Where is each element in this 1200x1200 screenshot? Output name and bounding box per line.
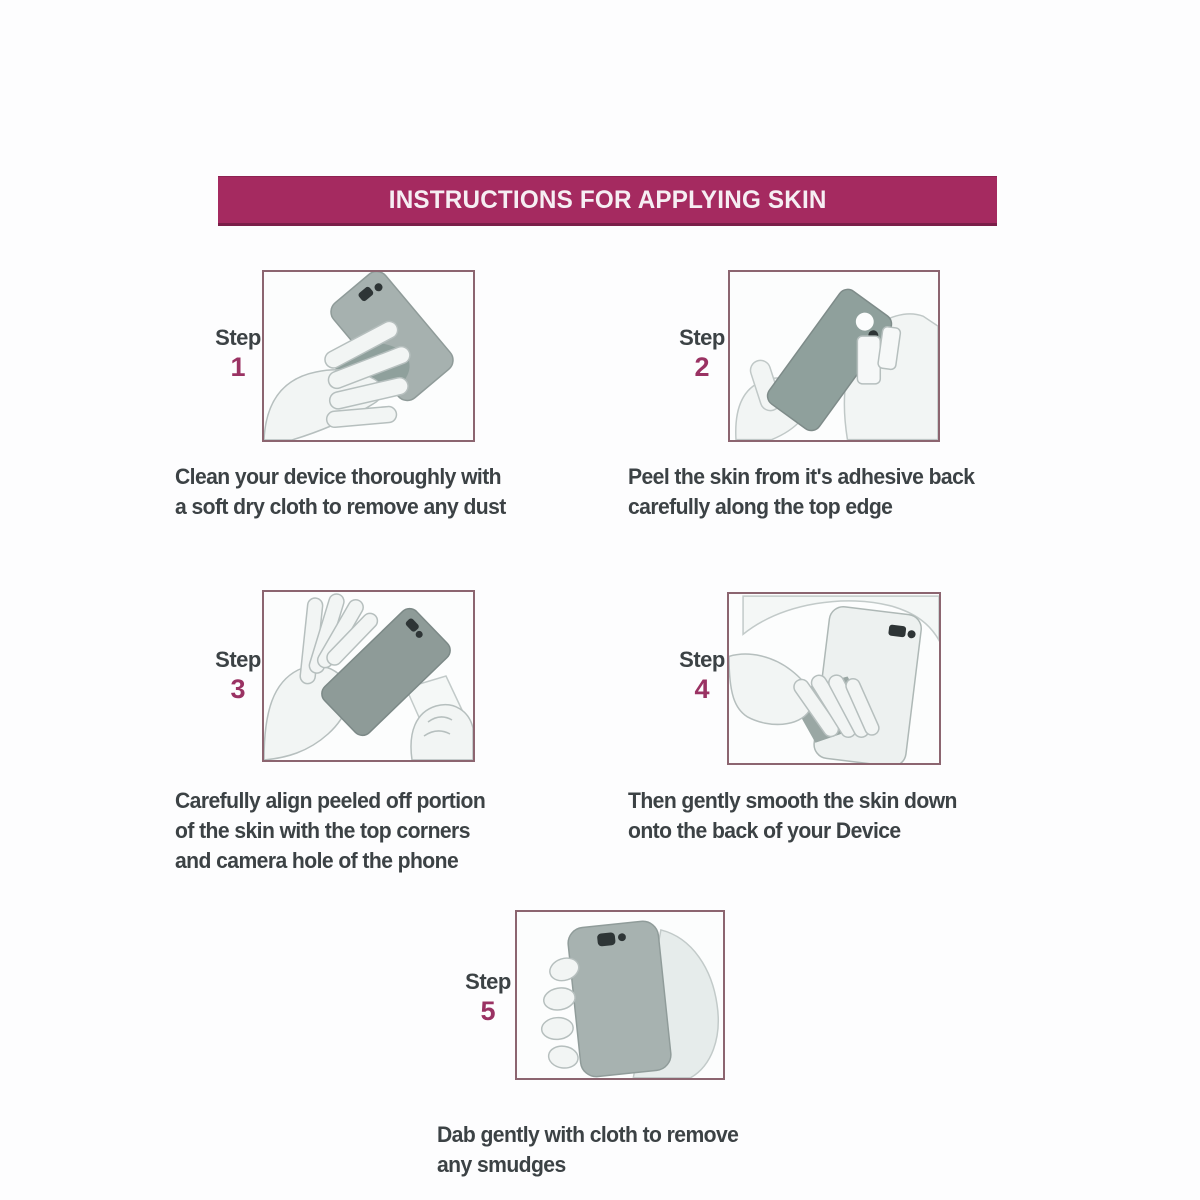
step-number: 4 bbox=[694, 674, 710, 705]
step-word: Step bbox=[215, 325, 261, 350]
camera-lens bbox=[888, 624, 906, 637]
step-word: Step bbox=[679, 325, 725, 350]
wiping-hand bbox=[264, 318, 412, 440]
step-1-caption: Clean your device thoroughly with a soft dry cloth to remove any dust bbox=[175, 464, 506, 519]
step-number: 3 bbox=[230, 674, 246, 705]
step-5-illustration-box bbox=[515, 910, 725, 1080]
step-number: 1 bbox=[230, 352, 246, 383]
step-number: 2 bbox=[694, 352, 710, 383]
step-2-caption: Peel the skin from it's adhesive back carefully along the top edge bbox=[628, 464, 975, 519]
hands-aligning-skin-illustration bbox=[264, 592, 473, 760]
step-3-caption: Carefully align peeled off portion of the skin with the top corners and camera hole of the phone bbox=[175, 788, 486, 873]
step-number: 5 bbox=[480, 996, 496, 1027]
hand-wiping-phone-with-cloth-illustration bbox=[264, 272, 473, 440]
header-banner bbox=[218, 176, 997, 226]
step-2-illustration-box bbox=[728, 270, 940, 442]
step-word: Step bbox=[679, 647, 725, 672]
page-title: INSTRUCTIONS FOR APPLYING SKIN bbox=[388, 185, 827, 214]
step-3-illustration-box bbox=[262, 590, 475, 762]
camera-lens bbox=[597, 932, 616, 947]
step-1-illustration-box bbox=[262, 270, 475, 442]
step-word: Step bbox=[215, 647, 261, 672]
step-word: Step bbox=[465, 969, 511, 994]
hand-holding-phone-illustration bbox=[517, 912, 723, 1078]
step-4-caption: Then gently smooth the skin down onto the back of your Device bbox=[628, 788, 957, 843]
hand-smoothing-skin-illustration bbox=[729, 594, 939, 763]
step-4-illustration-box bbox=[727, 592, 941, 765]
hands-peeling-skin-illustration bbox=[730, 272, 938, 440]
phone-back bbox=[567, 920, 673, 1078]
step-5-caption: Dab gently with cloth to remove any smudges bbox=[437, 1122, 739, 1177]
